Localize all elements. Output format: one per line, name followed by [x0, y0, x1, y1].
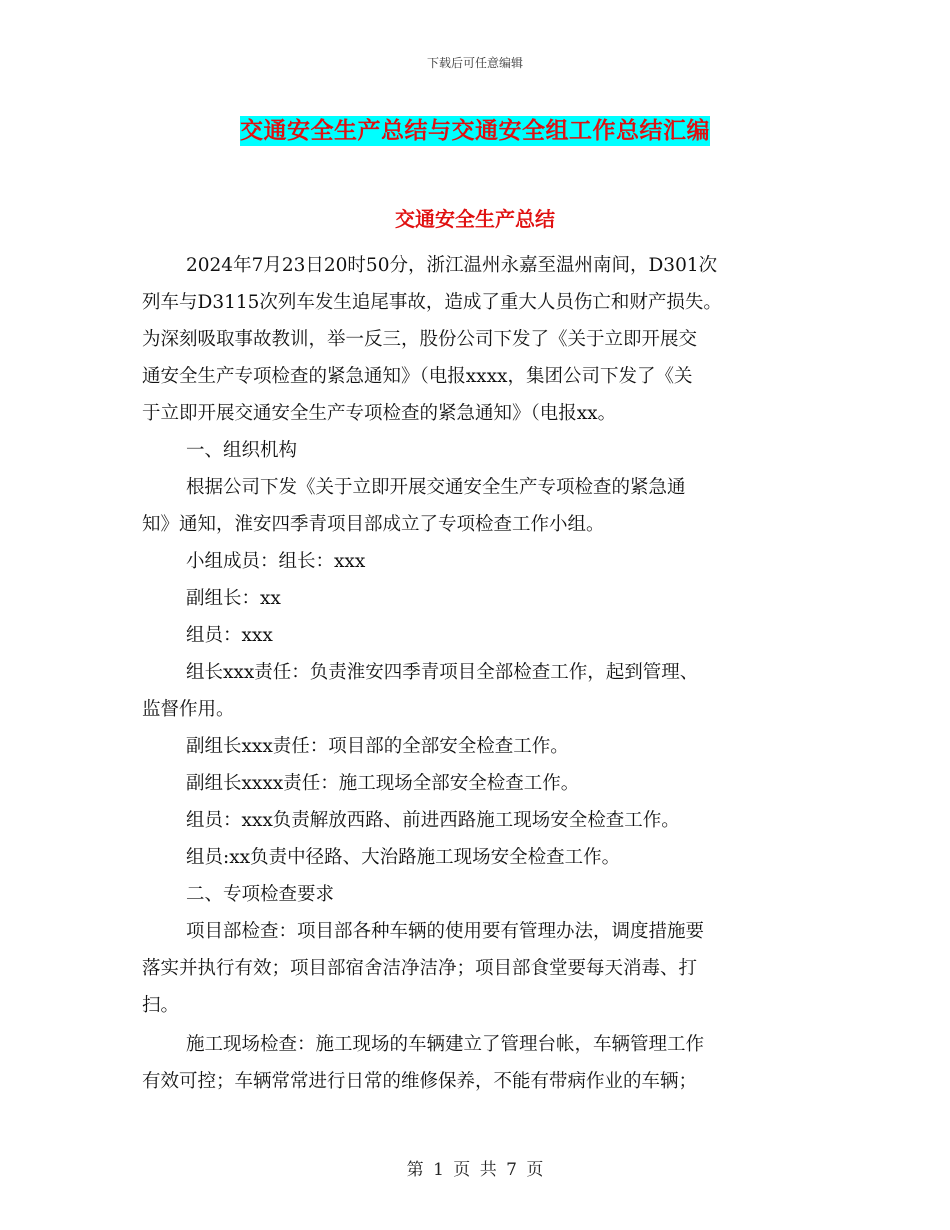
- section-heading-organization: 一、组织机构: [186, 440, 298, 461]
- body-line: 监督作用。: [142, 699, 235, 720]
- body-line: 组长xxx责任：负责淮安四季青项目全部检查工作，起到管理、: [186, 662, 699, 683]
- page-number: 第 1 页 共 7 页: [406, 1160, 544, 1180]
- body-line: 副组长xxx责任：项目部的全部安全检查工作。: [186, 736, 569, 757]
- body-line: 知》通知，淮安四季青项目部成立了专项检查工作小组。: [142, 514, 605, 535]
- body-line: 2024年7月23日20时50分，浙江温州永嘉至温州南间，D301次: [186, 255, 718, 276]
- body-line: 组员:xx负责中径路、大治路施工现场安全检查工作。: [186, 847, 621, 868]
- page-header-note: 下载后可任意编辑: [426, 56, 523, 70]
- body-line: 小组成员：组长：xxx: [186, 551, 366, 572]
- body-line: 副组长xxxx责任：施工现场全部安全检查工作。: [186, 773, 580, 794]
- body-line: 落实并执行有效；项目部宿舍洁净洁净；项目部食堂要每天消毒、打: [142, 958, 698, 979]
- body-line: 副组长：xx: [186, 588, 281, 609]
- body-line: 列车与D3115次列车发生追尾事故，造成了重大人员伤亡和财产损失。: [142, 292, 722, 313]
- body-line: 项目部检查：项目部各种车辆的使用要有管理办法，调度措施要: [186, 921, 705, 942]
- body-line: 于立即开展交通安全生产专项检查的紧急通知》（电报xx。: [142, 403, 617, 424]
- document-body: [142, 247, 802, 1100]
- body-line: 通安全生产专项检查的紧急通知》（电报xxxx，集团公司下发了《关: [142, 366, 693, 387]
- body-line: 扫。: [142, 995, 180, 1016]
- body-line: 组员：xxx: [186, 625, 273, 646]
- body-line: 施工现场检查：施工现场的车辆建立了管理台帐，车辆管理工作: [186, 1034, 705, 1055]
- document-title: [0, 112, 950, 145]
- body-line: 有效可控；车辆常常进行日常的维修保养，不能有带病作业的车辆；: [142, 1071, 698, 1092]
- body-line: 根据公司下发《关于立即开展交通安全生产专项检查的紧急通: [186, 477, 686, 498]
- document-title-text: 交通安全生产总结与交通安全组工作总结汇编: [240, 118, 710, 144]
- section-heading-requirements: 二、专项检查要求: [186, 884, 335, 905]
- section-title: 交通安全生产总结: [395, 207, 555, 231]
- body-line: 为深刻吸取事故教训，举一反三，股份公司下发了《关于立即开展交: [142, 329, 698, 350]
- body-line: 组员：xxx负责解放西路、前进西路施工现场安全检查工作。: [186, 810, 680, 831]
